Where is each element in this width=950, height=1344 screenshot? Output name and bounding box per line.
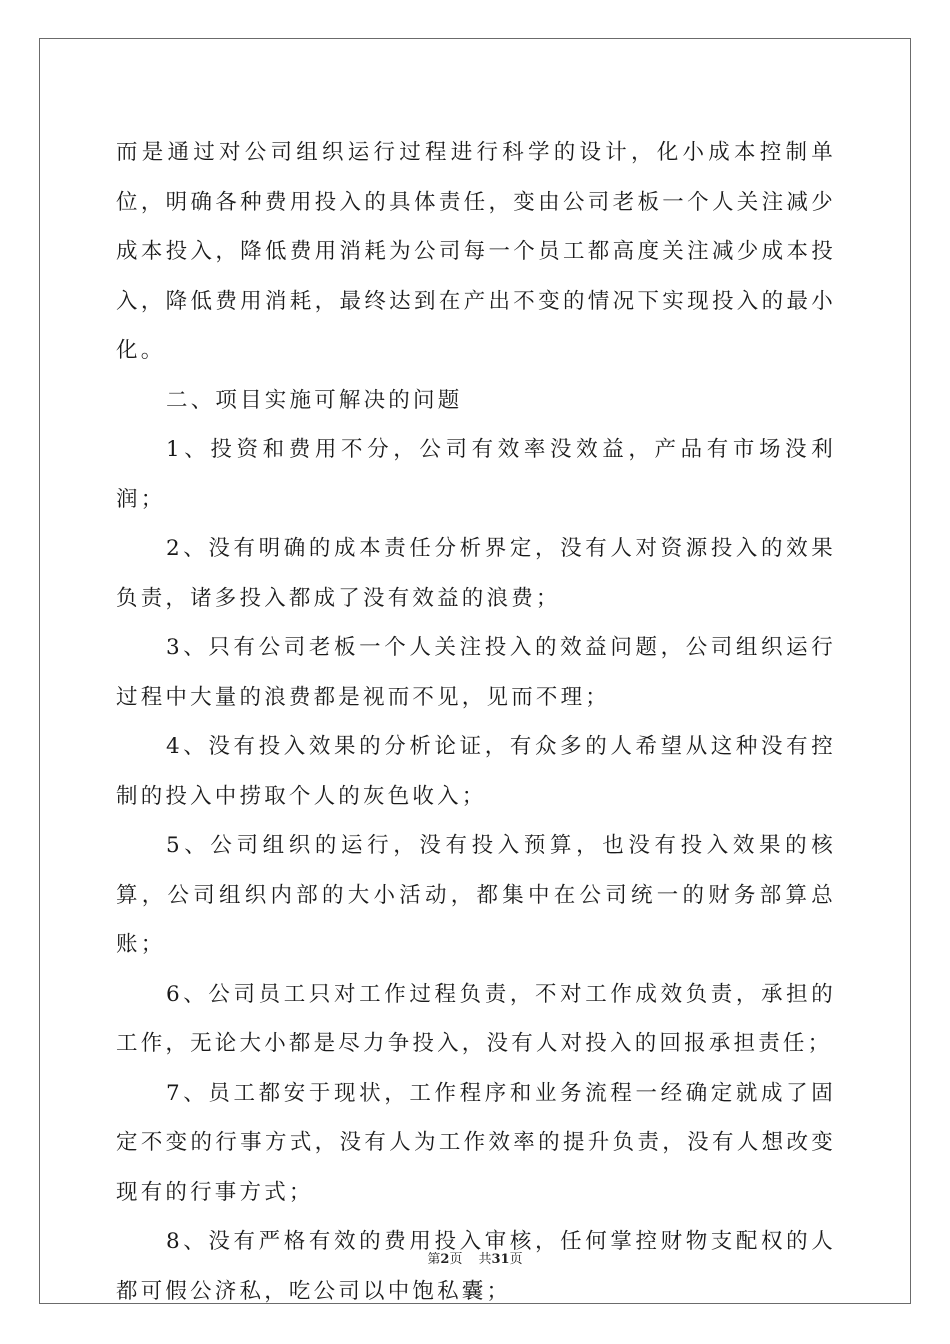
list-item: 2、没有明确的成本责任分析界定，没有人对资源投入的效果负责，诸多投入都成了没有效益的浪费； [116, 536, 836, 611]
document-body [116, 128, 836, 1316]
page-suffix: 页 [449, 1252, 463, 1267]
list-item: 4、没有投入效果的分析论证，有众多的人希望从这种没有控制的投入中捞取个人的灰色收入； [116, 734, 836, 809]
total-suffix: 页 [509, 1252, 523, 1267]
list-item: 1、投资和费用不分，公司有效率没效益，产品有市场没利润； [116, 437, 836, 512]
page-prefix: 第 [427, 1252, 441, 1267]
total-pages: 31 [491, 1252, 510, 1267]
page-footer [0, 1248, 950, 1267]
paragraph: 而是通过对公司组织运行过程进行科学的设计，化小成本控制单位，明确各种费用投入的具体责任，变由公司老板一个人关注减少成本投入，降低费用消耗为公司每一个员工都高度关注减少成本投入，降低费用消耗，最终达到在产出不变的情况下实现投入的最小化。 [116, 140, 836, 363]
list-item: 7、员工都安于现状，工作程序和业务流程一经确定就成了固定不变的行事方式，没有人为工作效率的提升负责，没有人想改变现有的行事方式； [116, 1080, 836, 1205]
page-number: 2 [440, 1252, 450, 1267]
list-item: 5、公司组织的运行，没有投入预算，也没有投入效果的核算，公司组织内部的大小活动，都集中在公司统一的财务部算总账； [116, 833, 836, 957]
list-item: 3、只有公司老板一个人关注投入的效益问题，公司组织运行过程中大量的浪费都是视而不见，见而不理； [116, 635, 836, 710]
section-heading: 二、项目实施可解决的问题 [166, 387, 463, 413]
list-item: 8、没有严格有效的费用投入审核，任何掌控财物支配权的人都可假公济私，吃公司以中饱私囊； [116, 1229, 836, 1304]
total-prefix: 共 [478, 1252, 492, 1267]
list-item: 6、公司员工只对工作过程负责，不对工作成效负责，承担的工作，无论大小都是尽力争投入，没有人对投入的回报承担责任； [116, 981, 836, 1056]
